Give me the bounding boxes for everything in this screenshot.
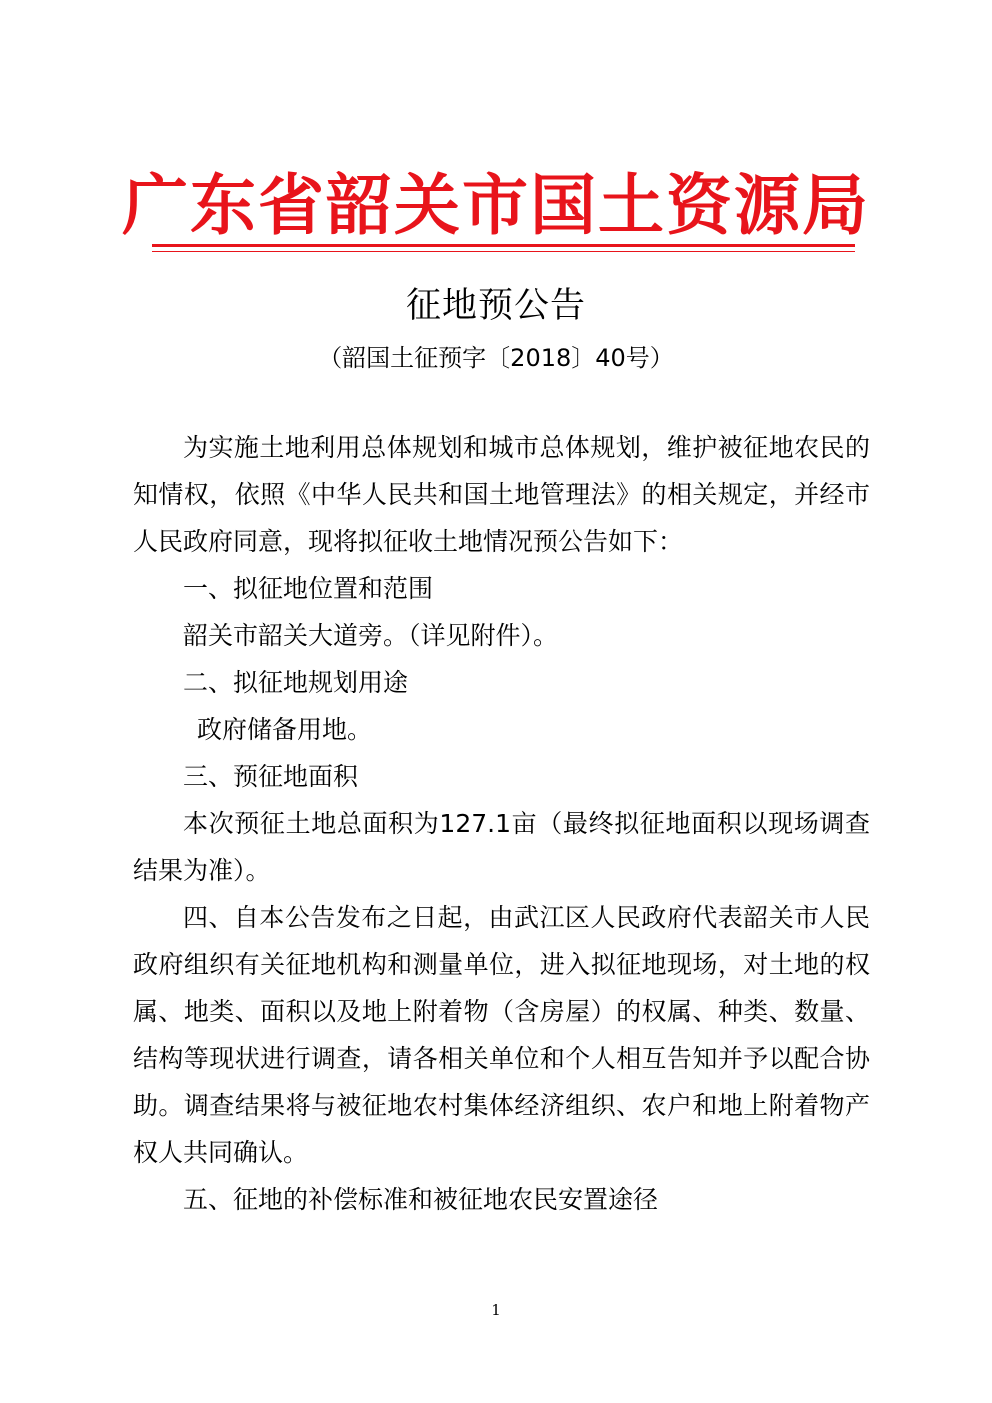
intro-paragraph: 为实施土地利用总体规划和城市总体规划，维护被征地农民的知情权，依照《中华人民共和国土地管理法》的相关规定，并经市人民政府同意，现将拟征收土地情况预公告如下： [133,433,870,556]
section-4-paragraph: 四、自本公告发布之日起，由武江区人民政府代表韶关市人民政府组织有关征地机构和测量单位，进入拟征地现场，对土地的权属、地类、面积以及地上附着物（含房屋）的权属、种类、数量、结构等现状进行调查，请各相关单位和个人相互告知并予以配合协助。调查结果将与被征地农村集体经济组织、农户和地上附着物产权人共同确认。 [133,903,870,1167]
section-3-content: 本次预征土地总面积为127.1亩（最终拟征地面积以现场调查结果为准）。 [133,809,870,885]
section-5-heading: 五、征地的补偿标准和被征地农民安置途径 [183,1185,659,1214]
document-body [133,424,870,1223]
header-rule-thin [152,251,855,252]
section-2-heading: 二、拟征地规划用途 [183,668,409,697]
document-title: 征地预公告 [405,286,586,326]
section-3-heading: 三、预征地面积 [183,762,359,791]
issuing-authority-title: 广东省韶关市国土资源局 [122,167,870,244]
page-number: 1 [491,1301,501,1319]
header-rule-thick [152,244,855,247]
section-1-heading: 一、拟征地位置和范围 [183,574,434,603]
section-2-content: 政府储备用地。 [197,715,373,744]
section-1-content: 韶关市韶关大道旁。（详见附件）。 [183,621,559,650]
document-number: （韶国土征预字〔2018〕40号） [318,344,674,372]
